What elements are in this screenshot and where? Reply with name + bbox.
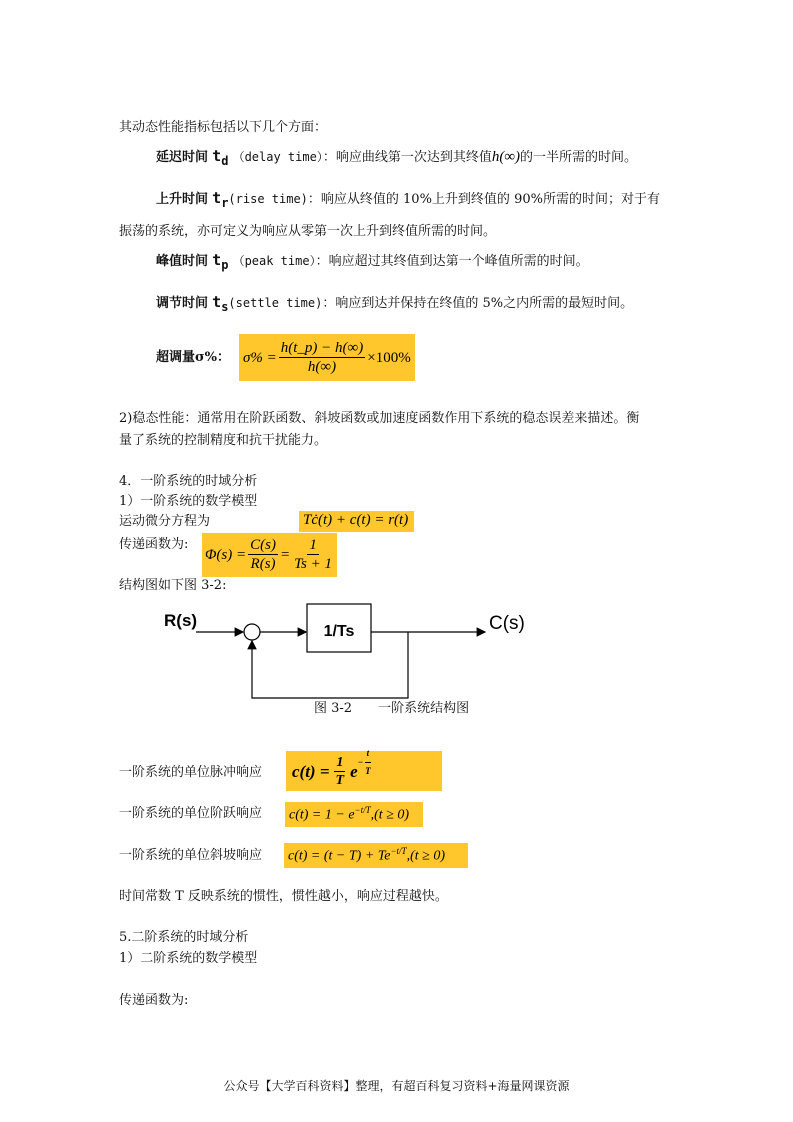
settle-time-desc: ：响应到达并保持在终值的 5%之内所需的最短时间。: [322, 296, 634, 311]
ramp-condition: ,(t ≥ 0): [406, 848, 445, 864]
sec4-title: 4．一阶系统的时域分析: [119, 474, 258, 489]
overshoot-term: 超调量σ%：: [156, 350, 230, 365]
ramp-formula-box: [284, 843, 468, 868]
step-formula: c(t) = 1 − e: [289, 807, 355, 823]
steady-line2: 量了系统的控制精度和抗干扰能力。: [119, 433, 328, 448]
rise-time-line: [156, 190, 660, 208]
delay-time-desc: ：响应曲线第一次达到其终值: [322, 150, 492, 165]
sec5-tf-label: 传递函数为:: [119, 993, 189, 1008]
ramp-label: 一阶系统的单位斜坡响应: [119, 848, 263, 863]
settle-time-line: [156, 294, 633, 312]
delay-time-symbol: t: [212, 147, 222, 165]
overshoot-denominator: h(∞): [307, 359, 337, 375]
tf-equals: =: [279, 546, 291, 563]
tf-label: 传递函数为:: [119, 537, 189, 552]
sec5-title: 5.二阶系统的时域分析: [119, 930, 249, 945]
impulse-label: 一阶系统的单位脉冲响应: [119, 765, 263, 780]
step-formula-box: [285, 802, 423, 827]
block-diagram-svg: [150, 598, 540, 708]
tf-numerator-1: C(s): [250, 537, 276, 553]
sec4-subtitle: 1）一阶系统的数学模型: [119, 494, 258, 509]
peak-time-desc: ：响应超过其终值到达第一个峰值所需的时间。: [315, 254, 589, 269]
impulse-exp-den: T: [365, 766, 371, 776]
impulse-lhs: c(t) =: [292, 762, 330, 781]
impulse-denominator: T: [335, 773, 345, 788]
settle-time-symbol: t: [212, 293, 222, 311]
tf-formula-box: [202, 533, 337, 577]
peak-time-line: [156, 252, 589, 270]
diagram-input-label: R(s): [164, 611, 198, 630]
peak-time-subscript: p: [221, 258, 229, 272]
ramp-formula: c(t) = (t − T) + Te: [288, 848, 391, 864]
rise-time-subscript: r: [221, 196, 229, 210]
step-label: 一阶系统的单位阶跃响应: [119, 806, 263, 821]
delay-time-subscript: d: [221, 154, 229, 168]
peak-time-symbol: t: [212, 251, 222, 269]
overshoot-tail: ×100%: [367, 349, 411, 366]
tf-lhs: Φ(s) =: [205, 546, 247, 563]
delay-time-line: [156, 148, 637, 166]
ode-formula-box: [299, 511, 414, 532]
ode-formula: Tċ(t) + c(t) = r(t): [303, 512, 409, 528]
peak-time-english: （peak time）: [232, 254, 316, 268]
overshoot-lhs: σ% =: [243, 349, 277, 366]
step-exponent: −t/T: [354, 805, 371, 815]
figure-caption: 图 3-2 一阶系统结构图: [314, 701, 470, 716]
overshoot-numerator: h(t_p) − h(∞): [280, 340, 364, 356]
tf-denominator-2: Ts + 1: [294, 556, 333, 572]
inertia-text: 时间常数 T 反映系统的惯性，惯性越小，响应过程越快。: [119, 889, 448, 904]
rise-time-term: 上升时间: [156, 192, 209, 207]
page-footer: 公众号【大学百科资料】整理，有超百科复习资料+海量网课资源: [223, 1079, 570, 1093]
ramp-exponent: −t/T: [390, 846, 407, 856]
delay-time-final-value: h(∞): [491, 149, 521, 165]
tf-numerator-2: 1: [309, 537, 317, 553]
settle-time-term: 调节时间: [156, 296, 209, 311]
rise-time-symbol: t: [212, 189, 222, 207]
ode-label: 运动微分方程为: [119, 514, 211, 529]
intro-text: 其动态性能指标包括以下几个方面：: [119, 120, 328, 135]
impulse-exp-num: t: [365, 745, 372, 763]
impulse-formula-box: c(t) = $\frac{1}{T}$ e − $\frac{t}{T}$: [286, 751, 442, 791]
rise-time-desc2: 振荡的系统，亦可定义为响应从零第一次上升到终值所需的时间。: [119, 224, 497, 239]
transfer-block-label: 1/Ts: [323, 623, 355, 640]
step-condition: ,(t ≥ 0): [370, 807, 410, 823]
settle-time-subscript: s: [221, 300, 229, 314]
tf-denominator-1: R(s): [250, 556, 276, 572]
summing-junction: [244, 624, 260, 640]
delay-time-desc2: 的一半所需的时间。: [520, 150, 638, 165]
diagram-output-label: C(s): [489, 613, 525, 634]
steady-line1: 2)稳态性能：通常用在阶跃函数、斜坡函数或加速度函数作用下系统的稳态误差来描述。衡: [119, 411, 640, 426]
peak-time-term: 峰值时间: [156, 254, 209, 269]
overshoot-formula-box: [239, 334, 415, 381]
sec5-subtitle: 1）二阶系统的数学模型: [119, 951, 258, 966]
impulse-exp-base: e: [350, 762, 358, 781]
rise-time-desc: ：响应从终值的 10%上升到终值的 90%所需的时间；对于有: [307, 192, 660, 207]
settle-time-english: (settle time): [228, 296, 323, 310]
impulse-numerator: 1: [336, 755, 344, 770]
block-diagram: [150, 598, 540, 708]
delay-time-english: （delay time）: [232, 150, 323, 164]
delay-time-term: 延迟时间: [156, 150, 209, 165]
rise-time-english: (rise time): [228, 192, 308, 206]
struct-label: 结构图如下图 3-2:: [119, 578, 227, 593]
